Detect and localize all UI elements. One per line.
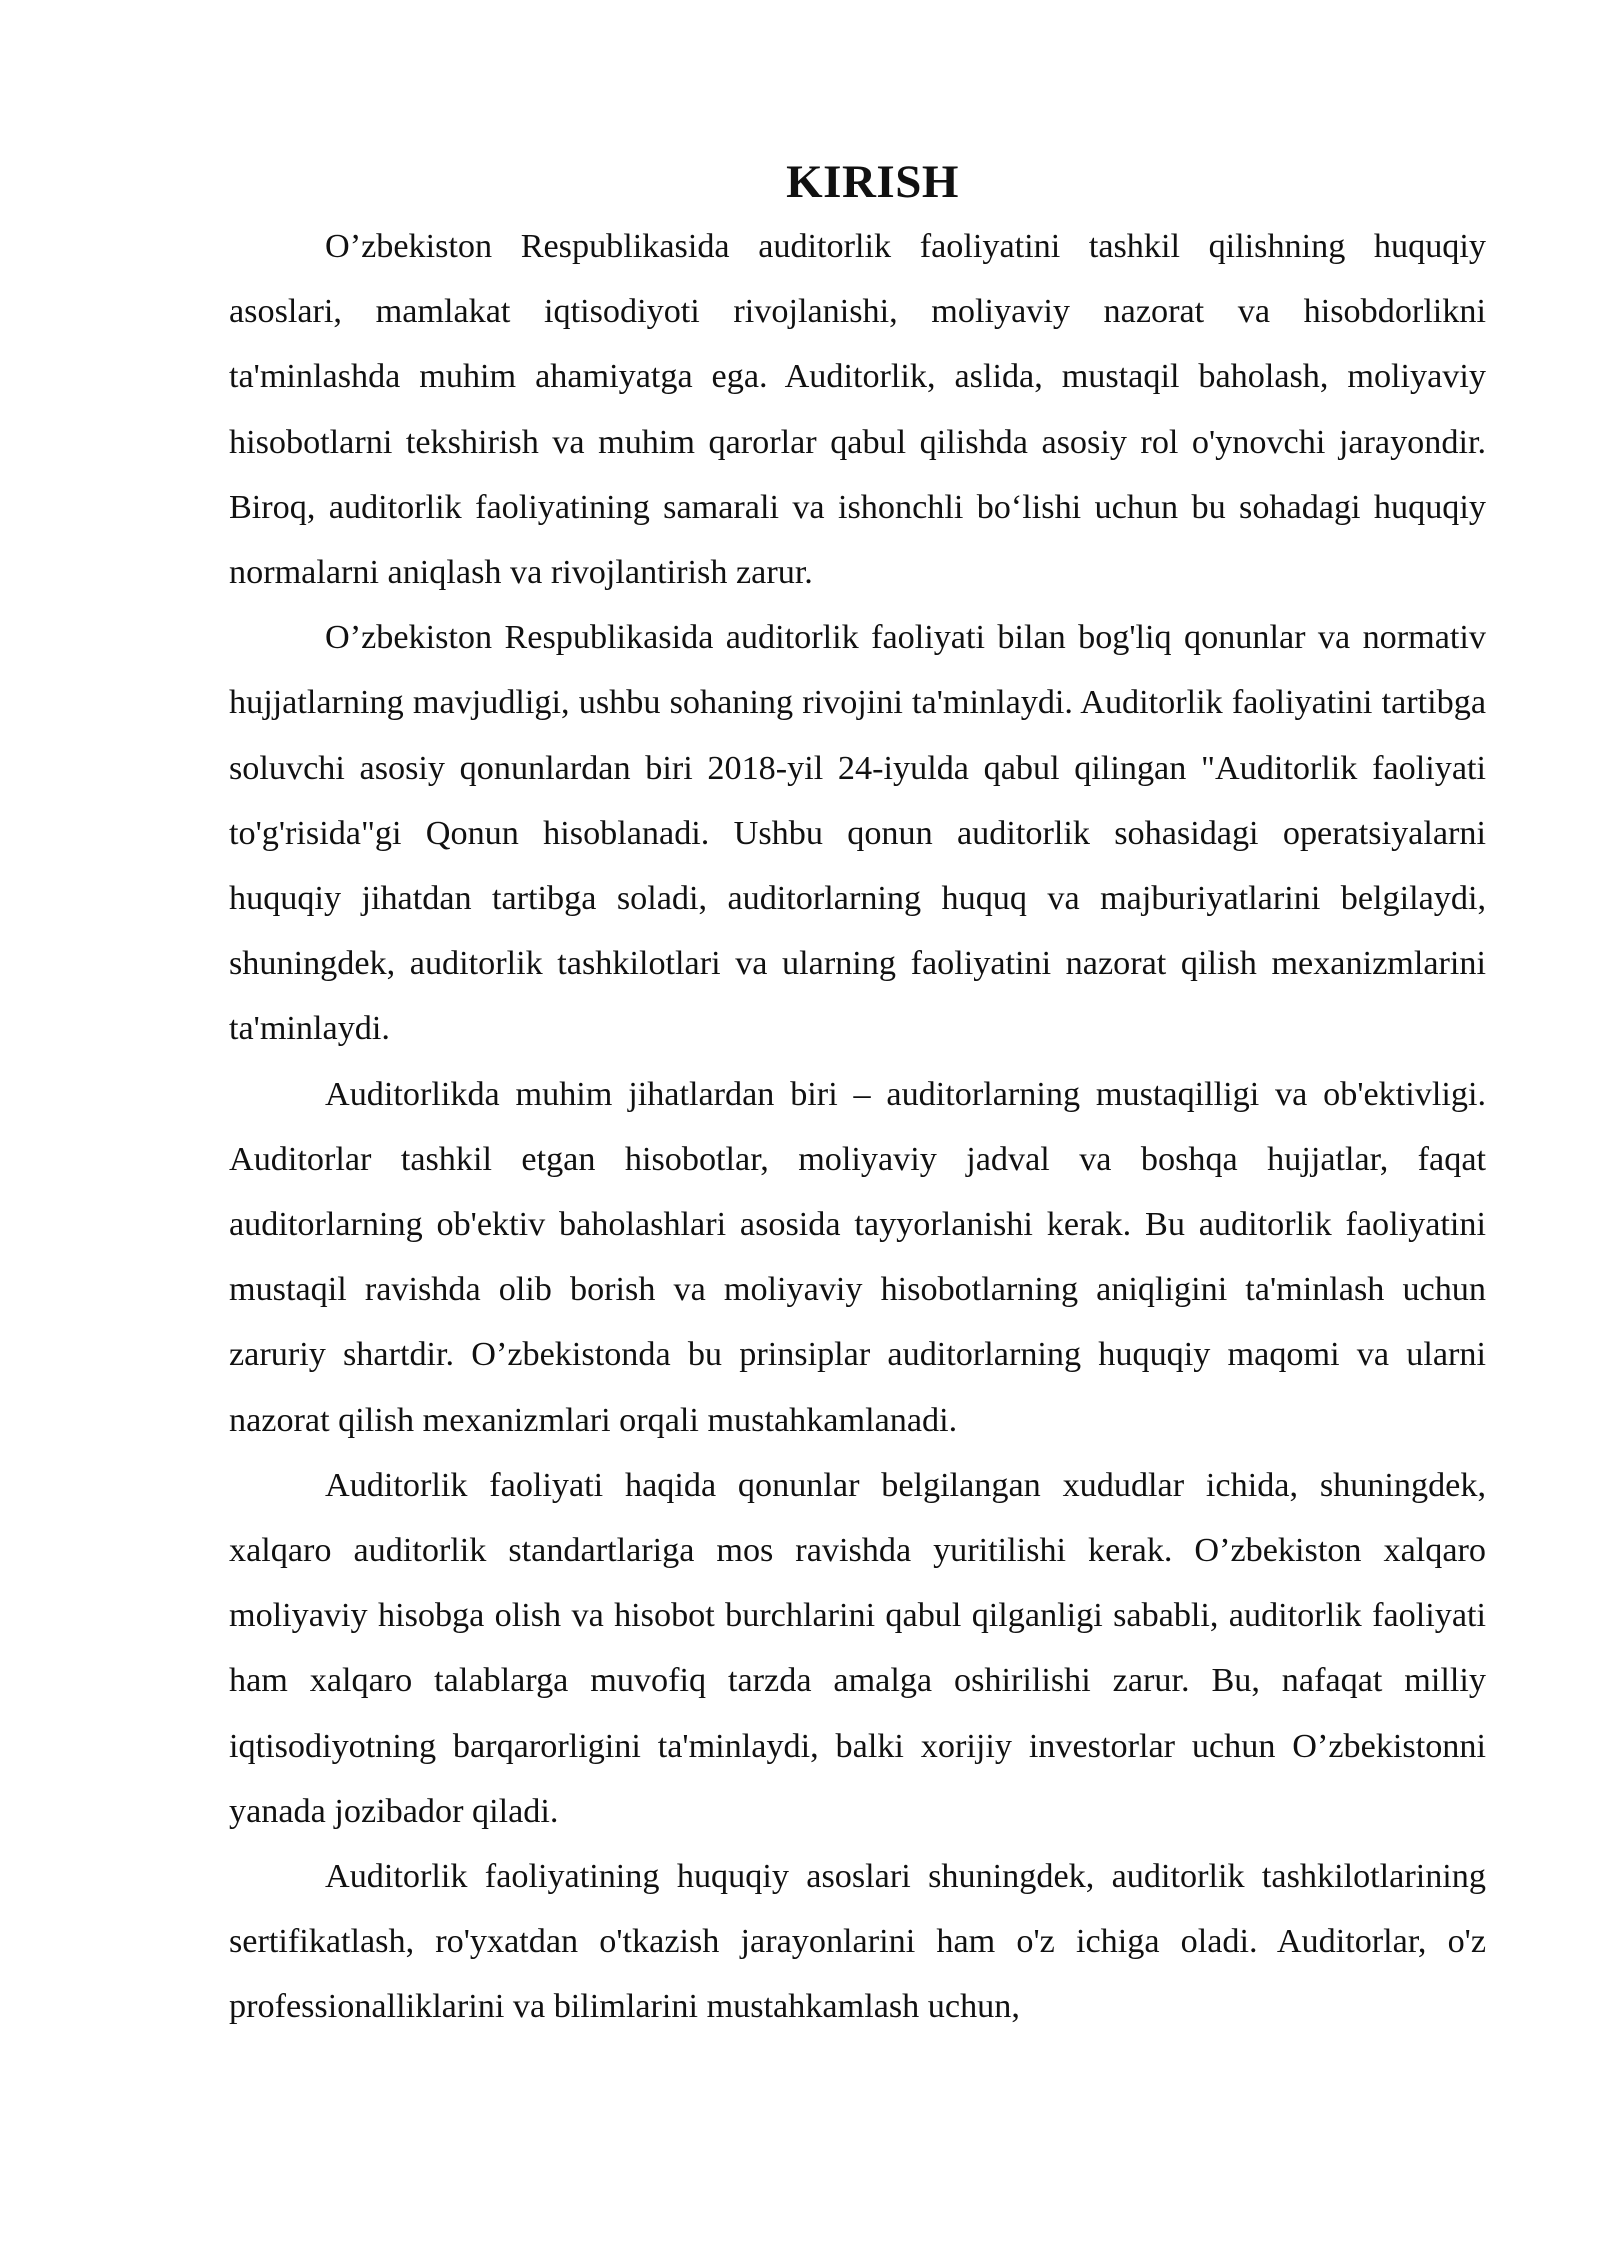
paragraph-4: Auditorlik faoliyati haqida qonunlar belgilangan xududlar ichida, shuningdek, xalqaro auditorlik standartlariga mos ravishda yuritilishi kerak. O’zbekiston xalqaro moliyaviy hisobga olish va hisobot burchlarini qabul qilganligi sababli, auditorlik faoliyati ham xalqaro talablarga muvofiq tarzda amalga oshirilishi zarur. Bu, nafaqat milliy iqtisodiyotning barqarorligini ta'minlaydi, balki xorijiy investorlar uchun O’zbekistonni yanada jozibador qiladi.: [229, 1466, 1486, 1830]
paragraph-2: O’zbekiston Respublikasida auditorlik faoliyati bilan bog'liq qonunlar va normativ hujjatlarning mavjudligi, ushbu sohaning rivojini ta'minlaydi. Auditorlik faoliyatini tartibga soluvchi asosiy qonunlardan biri 2018-yil 24-iyulda qabul qilingan "Auditorlik faoliyati to'g'risida"gi Qonun hisoblanadi. Ushbu qonun auditorlik sohasidagi operatsiyalarni huquqiy jihatdan tartibga soladi, auditorlarning huquq va majburiyatlarini belgilaydi, shuningdek, auditorlik tashkilotlari va ularning faoliyatini nazorat qilish mexanizmlarini ta'minlaydi.: [229, 619, 1486, 1048]
paragraph-5: Auditorlik faoliyatining huquqiy asoslari shuningdek, auditorlik tashkilotlarining sertifikatlash, ro'yxatdan o'tkazish jarayonlarini ham o'z ichiga oladi. Auditorlar, o'z professionalliklarini va bilimlarini mustahkamlash uchun,: [229, 1858, 1486, 2026]
paragraph-1: O’zbekiston Respublikasida auditorlik faoliyatini tashkil qilishning huquqiy asoslari, mamlakat iqtisodiyoti rivojlanishi, moliyaviy nazorat va hisobdorlikni ta'minlashda muhim ahamiyatga ega. Auditorlik, aslida, mustaqil baholash, moliyaviy hisobotlarni tekshirish va muhim qarorlar qabul qilishda asosiy rol o'ynovchi jarayondir. Biroq, auditorlik faoliyatining samarali va ishonchli bo‘lishi uchun bu sohadagi huquqiy normalarni aniqlash va rivojlantirish zarur.: [229, 228, 1486, 592]
paragraph-3: Auditorlikda muhim jihatlardan biri – auditorlarning mustaqilligi va ob'ektivligi. Auditorlar tashkil etgan hisobotlar, moliyaviy jadval va boshqa hujjatlar, faqat auditorlarning ob'ektiv baholashlari asosida tayyorlanishi kerak. Bu auditorlik faoliyatini mustaqil ravishda olib borish va moliyaviy hisobotlarning aniqligini ta'minlash uchun zaruriy shartdir. O’zbekistonda bu prinsiplar auditorlarning huquqiy maqomi va ularni nazorat qilish mexanizmlari orqali mustahkamlanadi.: [229, 1075, 1486, 1439]
page-title: KIRISH: [786, 156, 959, 208]
document-body: [229, 150, 1486, 2040]
